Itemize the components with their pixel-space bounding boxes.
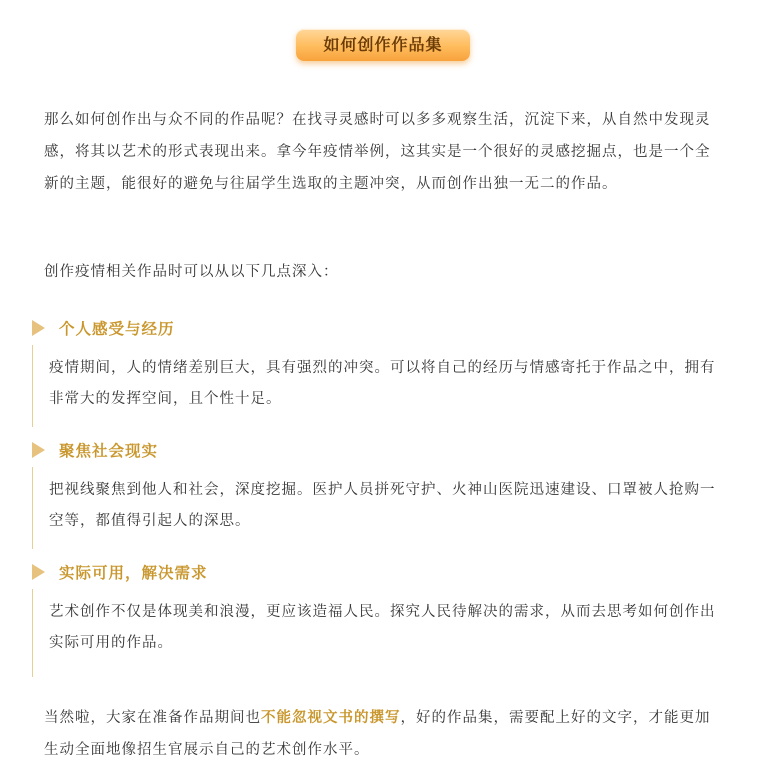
title-banner bbox=[0, 29, 766, 61]
closing-paragraph bbox=[44, 702, 724, 766]
triangle-bullet-icon bbox=[32, 442, 45, 458]
section-text: 疫情期间，人的情绪差别巨大，具有强烈的冲突。可以将自己的经历与情感寄托于作品之中，拥有非常大的发挥空间，且个性十足。 bbox=[49, 360, 716, 407]
closing-text: ，好的作品集，需要配上好的文字，才能更加生动全面地像招生官展示自己的艺术创作水平。 bbox=[44, 710, 711, 758]
section-divider-line bbox=[32, 467, 33, 549]
closing-text: 当然啦，大家在准备作品期间也 bbox=[44, 710, 261, 726]
section-heading-society bbox=[32, 438, 158, 462]
page-title: 如何创作作品集 bbox=[296, 29, 470, 61]
section-divider-line bbox=[32, 589, 33, 677]
section-text: 艺术创作不仅是体现美和浪漫，更应该造福人民。探究人民待解决的需求，从而去思考如何创作出实际可用的作品。 bbox=[49, 604, 716, 651]
section-title: 个人感受与经历 bbox=[59, 320, 175, 338]
section-title: 聚焦社会现实 bbox=[59, 442, 159, 460]
intro-paragraph: 那么如何创作出与众不同的作品呢？在找寻灵感时可以多多观察生活，沉淀下来，从自然中发现灵感，将其以艺术的形式表现出来。拿今年疫情举例，这其实是一个很好的灵感挖掘点，也是一个全新的主题，能很好的避免与往届学生选取的主题冲突，从而创作出独一无二的作品。 bbox=[44, 112, 711, 192]
triangle-bullet-icon bbox=[32, 320, 45, 336]
section-heading-personal bbox=[32, 316, 175, 340]
closing-highlight: 不能忽视文书的撰写 bbox=[261, 710, 401, 726]
lead-paragraph: 创作疫情相关作品时可以从以下几点深入： bbox=[44, 264, 339, 280]
section-text: 把视线聚焦到他人和社会，深度挖掘。医护人员拼死守护、火神山医院迅速建设、口罩被人抢购一空等，都值得引起人的深思。 bbox=[49, 482, 716, 529]
section-divider-line bbox=[32, 345, 33, 427]
triangle-bullet-icon bbox=[32, 564, 45, 580]
section-heading-practical bbox=[32, 560, 208, 584]
section-title: 实际可用，解决需求 bbox=[59, 564, 208, 582]
